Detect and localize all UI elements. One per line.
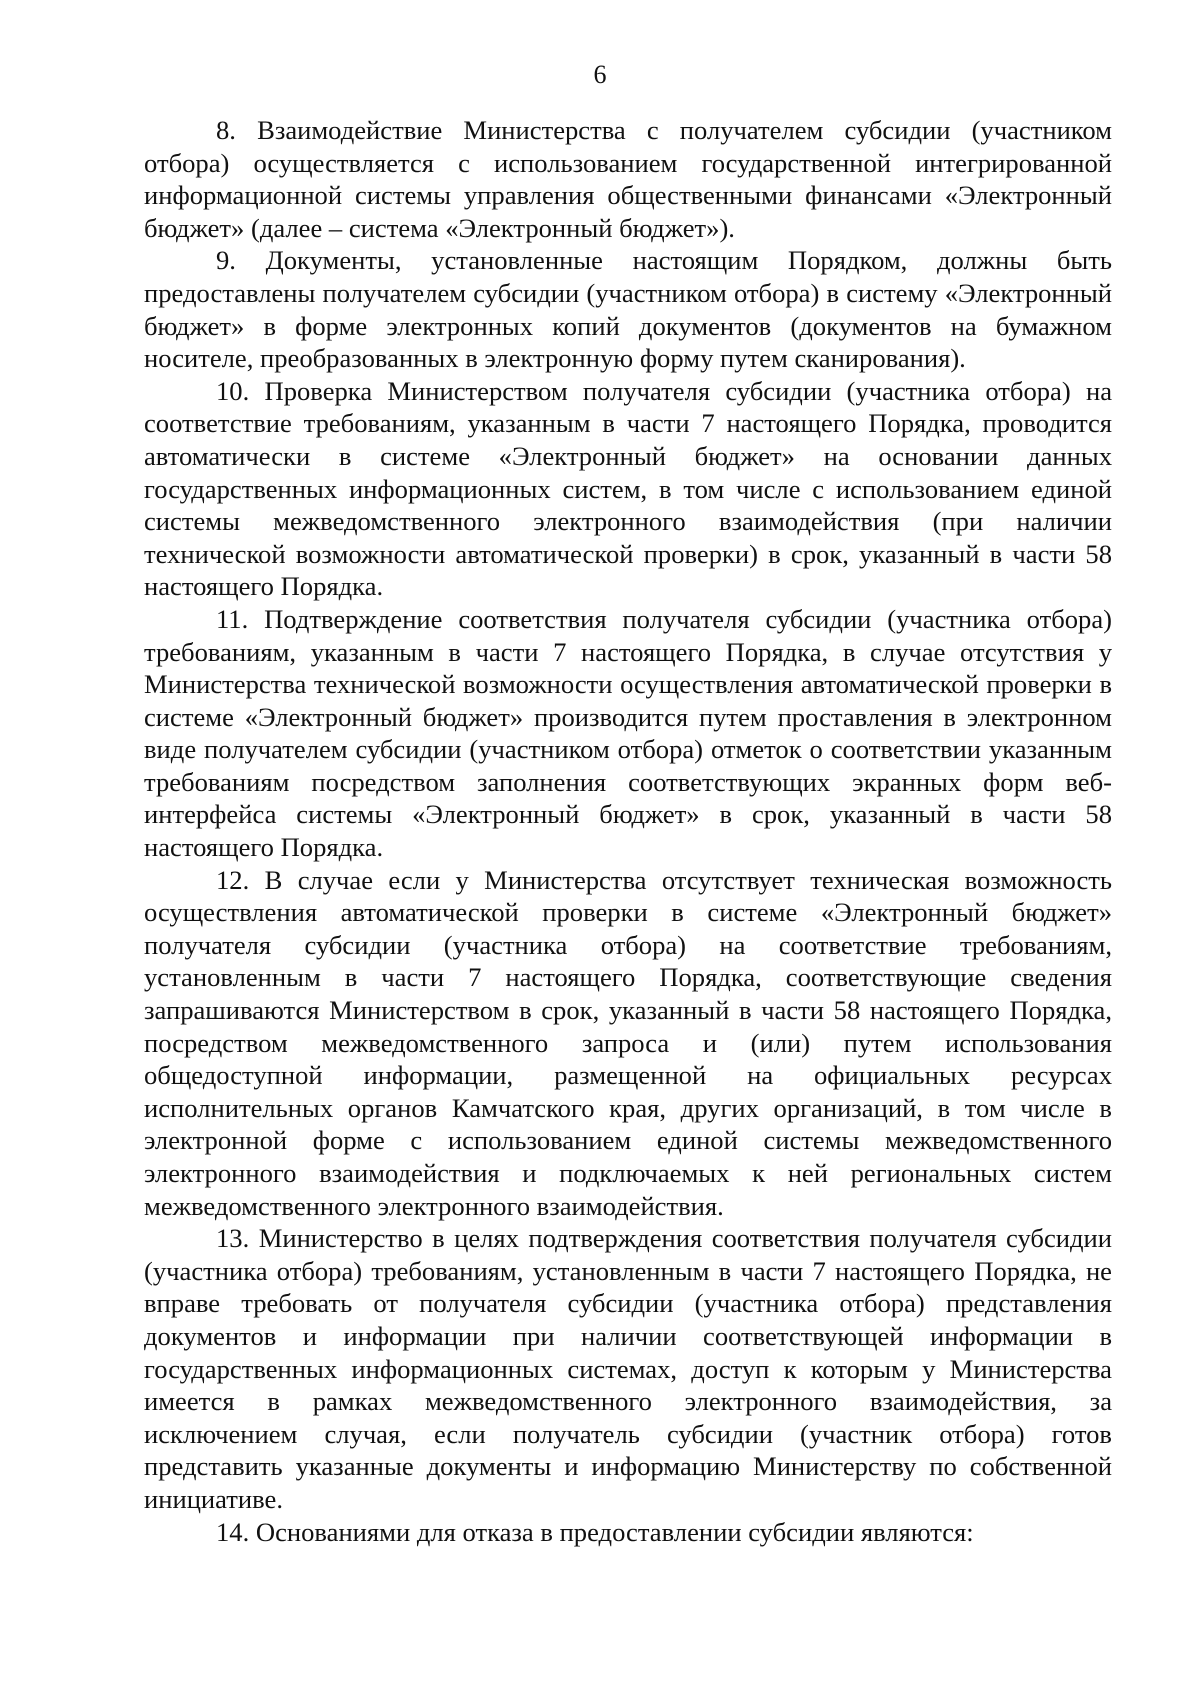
paragraph-9: 9. Документы, установленные настоящим Порядком, должны быть предоставлены получателем субсидии (участником отбора) в систему «Электронный бюджет» в форме электронных копий документов (документов на бумажном носителе, преобразованных в электронную форму путем сканирования). <box>144 245 1112 374</box>
paragraph-11: 11. Подтверждение соответствия получателя субсидии (участника отбора) требованиям, указанным в части 7 настоящего Порядка, в случае отсутствия у Министерства технической возможности осуществления автоматической проверки в системе «Электронный бюджет» производится путем проставления в электронном виде получателем субсидии (участником отбора) отметок о соответствии указанным требованиям посредством заполнения соответствующих экранных форм веб-интерфейса системы «Электронный бюджет» в срок, указанный в части 58 настоящего Порядка. <box>144 603 1112 863</box>
paragraph-8: 8. Взаимодействие Министерства с получателем субсидии (участником отбора) осуществляется с использованием государственной интегрированной информационной системы управления общественными финансами «Электронный бюджет» (далее – система «Электронный бюджет»). <box>144 115 1112 243</box>
document-body <box>144 114 1112 1548</box>
paragraph-13: 13. Министерство в целях подтверждения соответствия получателя субсидии (участника отбора) требованиям, установленным в части 7 настоящего Порядка, не вправе требовать от получателя субсидии (участника отбора) представления документов и информации при наличии соответствующей информации в государственных информационных системах, доступ к которым у Министерства имеется в рамках межведомственного электронного взаимодействия, за исключением случая, если получатель субсидии (участник отбора) готов представить указанные документы и информацию Министерству по собственной инициативе. <box>144 1223 1112 1514</box>
page-number: 6 <box>593 60 607 89</box>
paragraph-14: 14. Основаниями для отказа в предоставлении субсидии являются: <box>216 1516 974 1547</box>
paragraph-12: 12. В случае если у Министерства отсутствует техническая возможность осуществления автоматической проверки в системе «Электронный бюджет» получателя субсидии (участника отбора) на соответствие требованиям, установленным в части 7 настоящего Порядка, соответствующие сведения запрашиваются Министерством в срок, указанный в части 58 настоящего Порядка, посредством межведомственного запроса и (или) путем использования общедоступной информации, размещенной на официальных ресурсах исполнительных органов Камчатского края, других организаций, в том числе в электронной форме с использованием единой системы межведомственного электронного взаимодействия и подключаемых к ней региональных систем межведомственного электронного взаимодействия. <box>144 864 1112 1221</box>
paragraph-10: 10. Проверка Министерством получателя субсидии (участника отбора) на соответствие требованиям, указанным в части 7 настоящего Порядка, проводится автоматически в системе «Электронный бюджет» на основании данных государственных информационных систем, в том числе с использованием единой системы межведомственного электронного взаимодействия (при наличии технической возможности автоматической проверки) в срок, указанный в части 58 настоящего Порядка. <box>144 375 1112 602</box>
